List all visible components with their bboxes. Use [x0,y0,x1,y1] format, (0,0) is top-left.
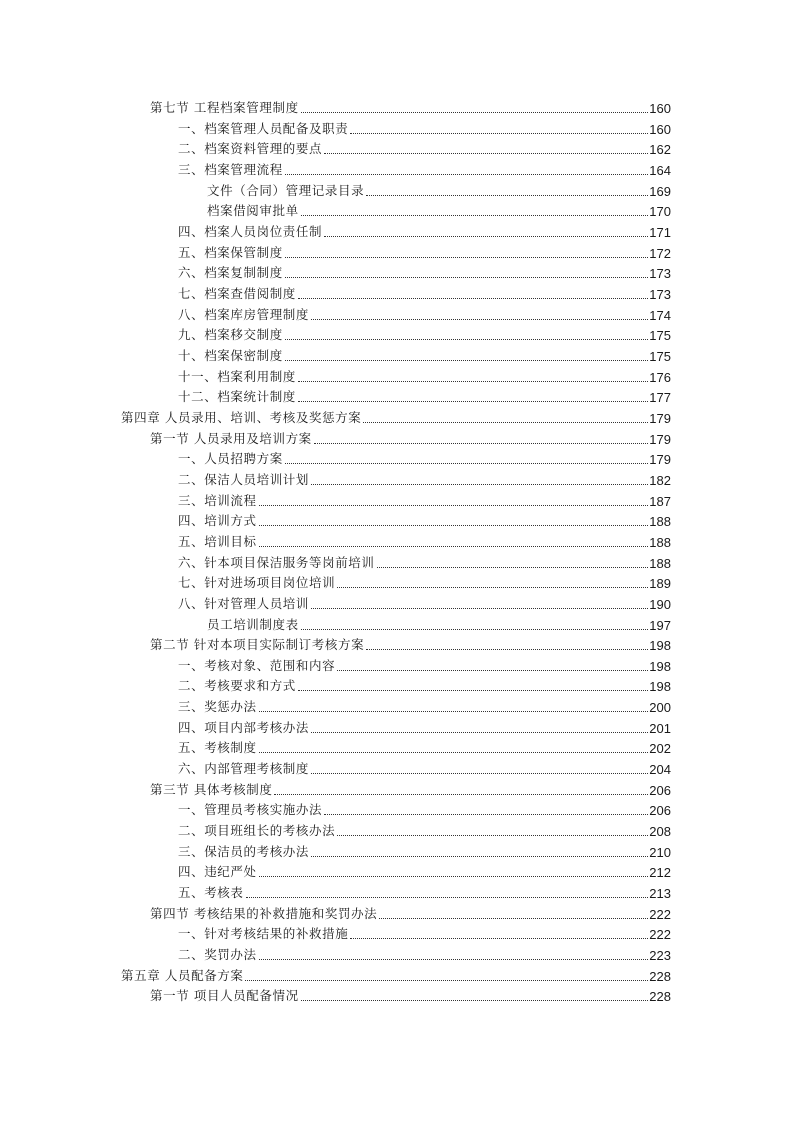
toc-entry-page-number: 212 [649,865,671,881]
toc-entry-page-number: 164 [649,162,671,178]
toc-dot-leader [311,318,648,320]
toc-entry[interactable] [178,220,671,240]
toc-dot-leader [324,813,648,815]
toc-dot-leader [259,958,649,960]
toc-entry-title: 文件（合同）管理记录目录 [207,182,365,198]
toc-entry-title: 一、人员招聘方案 [178,451,283,467]
toc-entry-page-number: 198 [649,679,671,695]
toc-entry[interactable] [178,695,671,715]
toc-entry-page-number: 182 [649,472,671,488]
toc-entry[interactable] [178,716,671,736]
toc-entry-page-number: 188 [649,534,671,550]
toc-entry[interactable] [150,778,671,798]
toc-entry-title: 二、保洁人员培训计划 [178,471,310,487]
toc-dot-leader [298,380,648,382]
toc-dot-leader [259,875,649,877]
toc-dot-leader [274,793,648,795]
toc-entry-title: 第一节 人员录用及培训方案 [150,430,312,446]
toc-entry[interactable] [121,964,671,984]
toc-entry-page-number: 177 [649,390,671,406]
toc-dot-leader [285,256,648,258]
toc-entry-page-number: 189 [649,576,671,592]
toc-entry-page-number: 179 [649,452,671,468]
toc-dot-leader [311,855,648,857]
toc-entry-page-number: 204 [649,762,671,778]
toc-entry[interactable] [178,943,671,963]
toc-entry[interactable] [150,633,671,653]
toc-dot-leader [337,669,648,671]
toc-entry-title: 十、档案保密制度 [178,347,283,363]
toc-entry-title: 五、档案保管制度 [178,244,283,260]
toc-entry-title: 一、考核对象、范围和内容 [178,657,336,673]
toc-dot-leader [298,689,648,691]
toc-entry[interactable] [178,323,671,343]
toc-entry[interactable] [178,819,671,839]
toc-entry[interactable] [178,137,671,157]
toc-entry-title: 五、考核制度 [178,740,257,756]
toc-entry-title: 二、奖罚办法 [178,947,257,963]
toc-dot-leader [259,710,649,712]
toc-dot-leader [259,751,649,753]
toc-entry[interactable] [178,158,671,178]
toc-entry[interactable] [207,613,671,633]
toc-dot-leader [311,483,648,485]
toc-entry-title: 五、考核表 [178,885,244,901]
toc-entry[interactable] [178,117,671,137]
toc-entry-page-number: 171 [649,224,671,240]
toc-entry-title: 第七节 工程档案管理制度 [150,100,299,115]
toc-entry-page-number: 173 [649,266,671,282]
toc-entry-title: 十二、档案统计制度 [178,389,296,405]
toc-dot-leader [285,359,648,361]
toc-entry-page-number: 187 [649,493,671,509]
toc-entry-title: 六、针本项目保洁服务等岗前培训 [178,554,375,570]
toc-entry-title: 第一节 项目人员配备情况 [150,988,299,1004]
toc-entry[interactable] [178,736,671,756]
toc-entry-title: 员工培训制度表 [207,616,299,632]
toc-entry-title: 六、档案复制制度 [178,265,283,281]
toc-entry-page-number: 228 [649,968,671,984]
toc-entry-title: 一、档案管理人员配备及职责 [178,120,349,136]
toc-dot-leader [245,979,648,981]
toc-dot-leader [337,834,648,836]
toc-entry[interactable] [178,840,671,860]
toc-entry-title: 三、奖惩办法 [178,699,257,715]
toc-entry[interactable] [150,427,671,447]
toc-entry-page-number: 198 [649,638,671,654]
toc-entry[interactable] [178,654,671,674]
toc-dot-leader [324,152,648,154]
toc-entry-page-number: 179 [649,431,671,447]
toc-dot-leader [363,421,648,423]
toc-entry[interactable] [178,447,671,467]
toc-entry[interactable] [121,406,671,426]
toc-entry[interactable] [178,489,671,509]
toc-entry[interactable] [150,96,671,116]
toc-entry-page-number: 223 [649,948,671,964]
toc-entry-page-number: 197 [649,617,671,633]
toc-dot-leader [285,462,648,464]
toc-entry-page-number: 188 [649,514,671,530]
toc-dot-leader [324,235,648,237]
toc-entry-title: 八、档案库房管理制度 [178,306,310,322]
toc-dot-leader [298,400,648,402]
toc-entry-title: 第四章 人员录用、培训、考核及奖惩方案 [121,409,362,425]
toc-entry[interactable] [150,984,671,1004]
toc-entry-page-number: 213 [649,886,671,902]
toc-entry-page-number: 173 [649,286,671,302]
toc-entry-title: 七、针对进场项目岗位培训 [178,575,336,591]
toc-entry[interactable] [178,757,671,777]
toc-entry-title: 五、培训目标 [178,533,257,549]
toc-entry-page-number: 176 [649,369,671,385]
toc-entry[interactable] [178,365,671,385]
toc-entry-title: 二、考核要求和方式 [178,678,296,694]
toc-entry-title: 二、档案资料管理的要点 [178,141,323,157]
toc-dot-leader [311,731,648,733]
toc-dot-leader [379,917,648,919]
toc-entry[interactable] [178,571,671,591]
toc-entry[interactable] [178,282,671,302]
toc-dot-leader [311,607,648,609]
toc-entry-title: 第二节 针对本项目实际制订考核方案 [150,637,365,653]
toc-dot-leader [311,772,648,774]
toc-dot-leader [350,132,648,134]
toc-entry-title: 六、内部管理考核制度 [178,761,310,777]
toc-entry-title: 第三节 具体考核制度 [150,781,273,797]
toc-dot-leader [366,648,648,650]
toc-entry-page-number: 160 [649,101,671,116]
toc-entry-page-number: 162 [649,142,671,158]
toc-entry[interactable] [178,530,671,550]
toc-dot-leader [301,628,649,630]
toc-entry-page-number: 208 [649,824,671,840]
toc-dot-leader [298,297,648,299]
toc-entry[interactable] [178,344,671,364]
toc-entry[interactable] [207,199,671,219]
toc-entry-title: 第四节 考核结果的补救措施和奖罚办法 [150,905,378,921]
toc-dot-leader [259,524,649,526]
toc-entry-page-number: 201 [649,720,671,736]
toc-entry-page-number: 200 [649,700,671,716]
toc-dot-leader [301,999,649,1001]
toc-entry-title: 三、档案管理流程 [178,161,283,177]
toc-entry-title: 四、违纪严处 [178,864,257,880]
toc-entry-title: 七、档案查借阅制度 [178,285,296,301]
toc-entry-page-number: 206 [649,803,671,819]
toc-entry[interactable] [178,468,671,488]
toc-entry-title: 一、管理员考核实施办法 [178,802,323,818]
toc-entry[interactable] [178,798,671,818]
toc-entry-title: 档案借阅审批单 [207,203,299,219]
toc-dot-leader [301,214,649,216]
toc-entry-page-number: 228 [649,989,671,1005]
toc-entry[interactable] [178,385,671,405]
toc-entry[interactable] [178,303,671,323]
toc-entry[interactable] [178,592,671,612]
toc-entry[interactable] [178,860,671,880]
toc-entry-title: 四、培训方式 [178,513,257,529]
toc-entry[interactable] [150,902,671,922]
toc-dot-leader [377,566,649,568]
toc-dot-leader [246,896,649,898]
toc-entry-page-number: 169 [649,183,671,199]
toc-entry[interactable] [178,674,671,694]
toc-entry-title: 四、档案人员岗位责任制 [178,223,323,239]
toc-entry[interactable] [178,881,671,901]
toc-entry-page-number: 222 [649,927,671,943]
toc-entry-title: 三、培训流程 [178,492,257,508]
toc-entry-title: 第五章 人员配备方案 [121,967,244,983]
toc-entry[interactable] [207,179,671,199]
toc-entry-page-number: 190 [649,596,671,612]
toc-entry-page-number: 175 [649,328,671,344]
toc-entry-title: 八、针对管理人员培训 [178,595,310,611]
toc-entry[interactable] [178,261,671,281]
toc-entry-title: 十一、档案利用制度 [178,368,296,384]
toc-entry[interactable] [178,509,671,529]
toc-entry-title: 九、档案移交制度 [178,327,283,343]
toc-entry-page-number: 188 [649,555,671,571]
toc-entry[interactable] [178,922,671,942]
toc-entry-title: 一、针对考核结果的补救措施 [178,926,349,942]
toc-entry-page-number: 210 [649,844,671,860]
toc-entry[interactable] [178,551,671,571]
toc-dot-leader [285,173,648,175]
toc-entry-page-number: 222 [649,906,671,922]
toc-dot-leader [259,545,649,547]
toc-dot-leader [366,194,648,196]
toc-dot-leader [350,937,648,939]
toc-entry-title: 四、项目内部考核办法 [178,719,310,735]
toc-entry-page-number: 175 [649,348,671,364]
toc-entry-page-number: 174 [649,307,671,323]
toc-entry-page-number: 172 [649,245,671,261]
toc-entry-page-number: 202 [649,741,671,757]
toc-entry-page-number: 179 [649,410,671,426]
toc-entry-title: 三、保洁员的考核办法 [178,843,310,859]
toc-dot-leader [314,442,649,444]
toc-entry[interactable] [178,241,671,261]
toc-entry-page-number: 198 [649,658,671,674]
toc-entry-page-number: 170 [649,204,671,220]
toc-entry-title: 二、项目班组长的考核办法 [178,823,336,839]
toc-dot-leader [285,276,648,278]
toc-entry-page-number: 160 [649,121,671,137]
toc-dot-leader [259,504,649,506]
toc-dot-leader [301,111,649,113]
toc-dot-leader [285,338,648,340]
toc-dot-leader [337,586,648,588]
toc-entry-page-number: 206 [649,782,671,798]
